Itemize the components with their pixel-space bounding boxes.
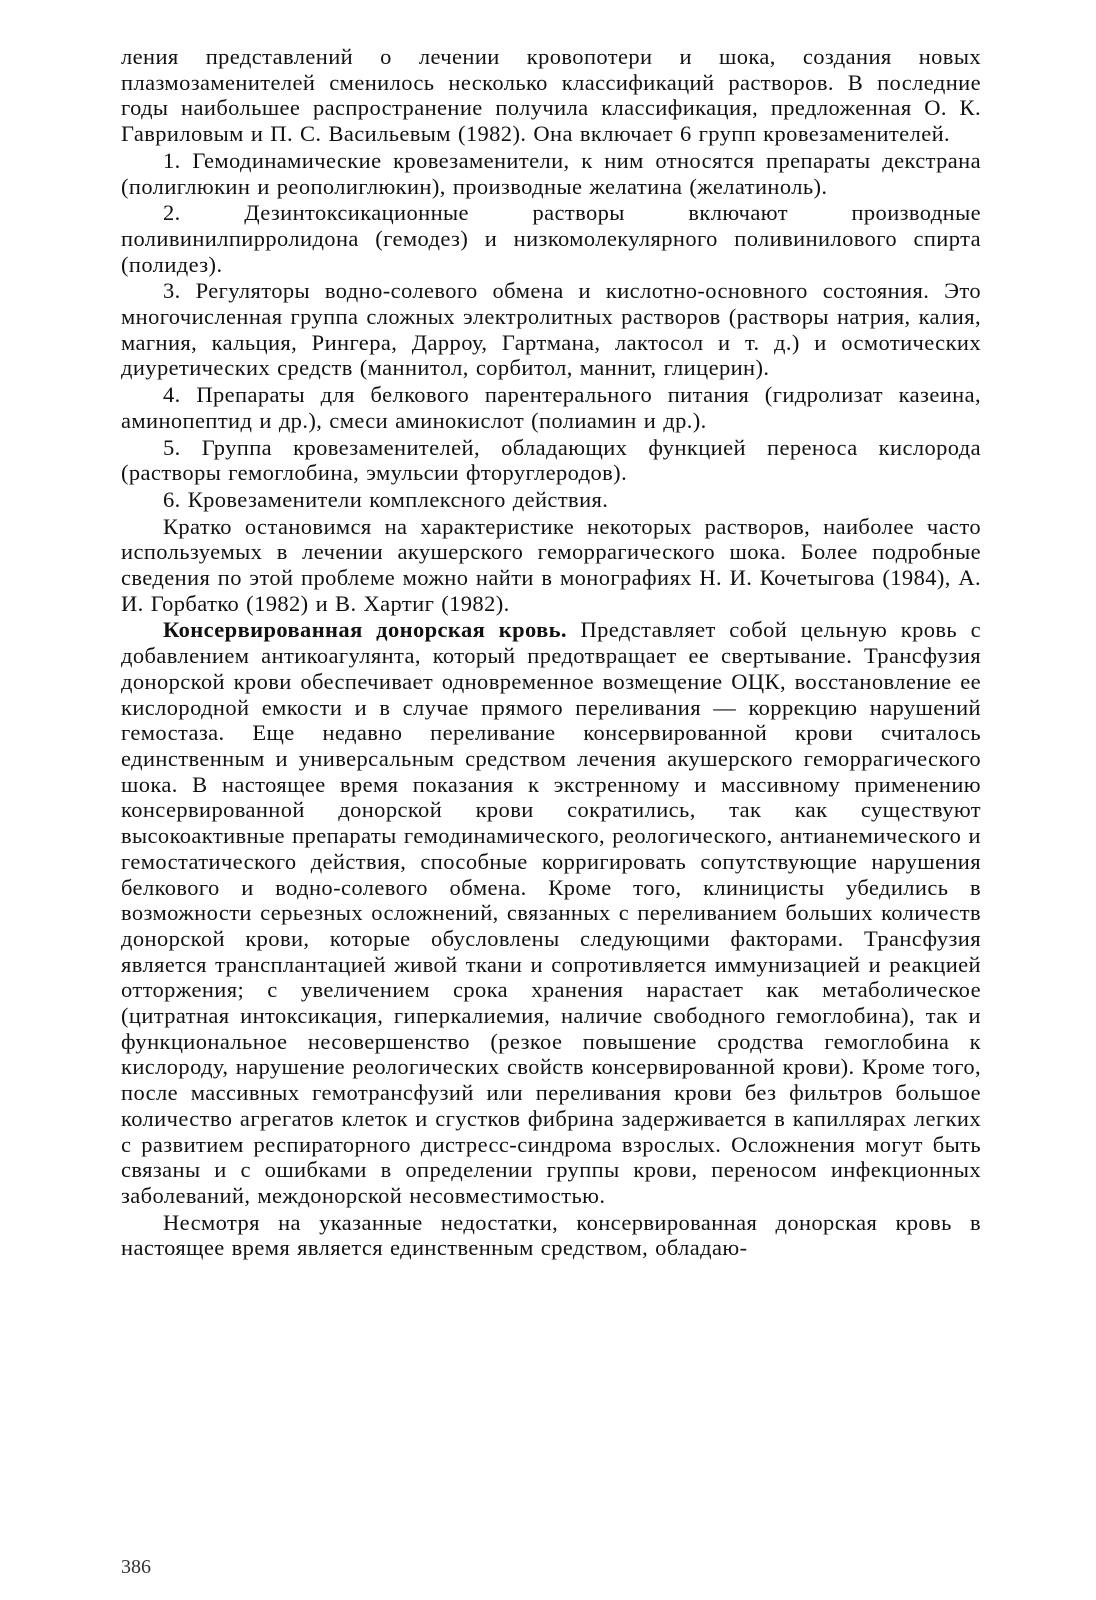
list-item-detoxification: 2. Дезинтоксикационные растворы включают производные поливинилпирролидона (гемодез) и низкомолекулярного поливинилового спирта (полидез). [121,200,981,277]
paragraph-overview: Кратко остановимся на характеристике некоторых растворов, наиболее часто используемых в лечении акушерского геморрагического шока. Более подробные сведения по этой проблеме можно найти в монографиях Н. И. Кочетыгова (1984), А. И. Горбатко (1982) и В. Хартиг (1982). [121,513,981,616]
page-body [121,44,981,1261]
section-heading-donor-blood: Консервированная донорская кровь. [163,617,567,643]
paragraph-donor-blood-text: Представляет собой цельную кровь с добавлением антикоагулянта, который предотвращает ее свертывание. Трансфузия донорской крови обеспечивает одновременное возмещение ОЦК, восстановление ее кислородной емкости и в случае прямого переливания — коррекцию нарушений гемостаза. Еще недавно переливание консервированной крови считалось единственным и универсальным средством лечения акушерского геморрагического шока. В настоящее время показания к экстренному и массивному применению консервированной донорской крови сократились, так как существуют высокоактивные препараты гемодинамического, реологического, антианемического и гемостатического действия, способные корригировать сопутствующие нарушения белкового и водно-солевого обмена. Кроме того, клиницисты убедились в возможности серьезных осложнений, связанных с переливанием больших количеств донорской крови, которые обусловлены следующими факторами. Трансфузия является трансплантацией живой ткани и сопротивляется иммунизацией и реакцией отторжения; с увеличением срока хранения нарастает как метаболическое (цитратная интоксикация, гиперкалиемия, наличие свободного гемоглобина), так и функциональное несовершенство (резкое повышение сродства гемоглобина к кислороду, нарушение реологических свойств консервированной крови). Кроме того, после массивных гемотрансфузий или переливания крови без фильтров большое количество агрегатов клеток и сгустков фибрина задерживается в капиллярах легких с развитием респираторного дистресс-синдрома взрослых. Осложнения могут быть связаны и с ошибками в определении группы крови, переносом инфекционных заболеваний, междонорской несовместимостью. [121,617,981,1208]
page-number: 386 [121,1556,151,1578]
list-item-parenteral-nutrition: 4. Препараты для белкового парентерального питания (гидролизат казеина, аминопептид и др.), смеси аминокислот (полиамин и др.). [121,382,981,433]
list-item-water-salt-regulators: 3. Регуляторы водно-солевого обмена и кислотно-основного состояния. Это многочисленная группа сложных электролитных растворов (растворы натрия, калия, магния, кальция, Рингера, Дарроу, Гартмана, лактосол и т. д.) и осмотических диуретических средств (маннитол, сорбитол, маннит, глицерин). [121,278,981,381]
list-item-hemodynamic: 1. Гемодинамические кровезаменители, к ним относятся препараты декстрана (полиглюкин и реополиглюкин), производные желатина (желатиноль). [121,147,981,199]
paragraph-conclusion: Несмотря на указанные недостатки, консервированная донорская кровь в настоящее время является единственным средством, обладаю- [121,1209,981,1261]
list-item-complex-action: 6. Кровезаменители комплексного действия. [163,486,609,512]
paragraph-classification-intro: ления представлений о лечении кровопотери и шока, создания новых плазмозаменителей сменилось несколько классификаций растворов. В последние годы наибольшее распространение получила классификация, предложенная О. К. Гавриловым и П. С. Васильевым (1982). Она включает 6 групп кровезаменителей. [121,44,981,147]
list-item-oxygen-transport: 5. Группа кровезаменителей, обладающих функцией переноса кислорода (растворы гемоглобина, эмульсии фторуглеродов). [121,434,981,486]
paragraph-donor-blood [121,617,981,1208]
